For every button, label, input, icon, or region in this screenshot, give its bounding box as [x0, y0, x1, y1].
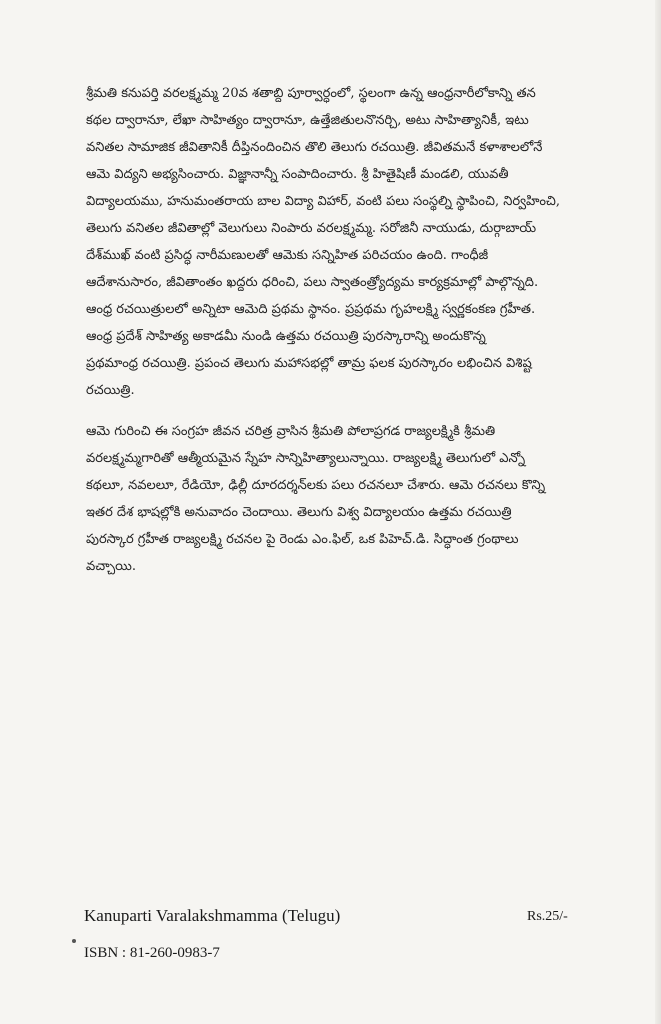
- blurb-paragraph-2: [86, 418, 610, 580]
- print-speck: [72, 939, 76, 943]
- text-line: ప్రథమాంధ్ర రచయిత్రి. ప్రపంచ తెలుగు మహాసభల్లో తామ్ర ఫలక పురస్కారం లభించిన విశిష్ట: [86, 356, 532, 371]
- text-line: శ్రీమతి కనుపర్తి వరలక్ష్మమ్మ 20వ శతాబ్ది పూర్వార్ధంలో, స్థలంగా ఉన్న ఆంధ్రనారీలోకాన్ని తన: [86, 86, 536, 101]
- text-line: కథలూ, నవలలూ, రేడియో, ఢిల్లీ దూరదర్శన్‌లకు పలు రచనలూ చేశారు. ఆమె రచనలు కొన్ని: [86, 478, 546, 493]
- text-line: కథల ద్వారానూ, లేఖా సాహిత్యం ద్వారానూ, ఉత్తేజితులనొనర్చి, అటు సాహిత్యానికీ, ఇటు: [86, 113, 529, 128]
- text-line: వరలక్ష్మమ్మగారితో ఆత్మీయమైన స్నేహ సాన్నిహిత్యాలున్నాయి. రాజ్యలక్ష్మి తెలుగులో ఎన్నో: [86, 451, 526, 466]
- text-line: ఆమె విద్యని అభ్యసించారు. విజ్ఞానాన్నీ సంపాదించారు. శ్రీ హితైషిణీ మండలి, యువతీ: [86, 167, 509, 182]
- text-line: వనితల సామాజిక జీవితానికీ దీప్తినందించిన తొలి తెలుగు రచయిత్రి. జీవితమనే కళాశాలలోనే: [86, 140, 543, 155]
- text-line: పురస్కార గ్రహీత రాజ్యలక్ష్మి రచనల పై రెండు ఎం.ఫిల్, ఒక పిహెచ్.డి. సిద్ధాంత గ్రంథాలు: [86, 532, 519, 547]
- book-title: Kanuparti Varalakshmamma (Telugu): [84, 906, 341, 925]
- text-line: వచ్చాయి.: [86, 559, 136, 574]
- text-line: విద్యాలయము, హనుమంతరాయ బాల విద్యా విహార్, వంటి పలు సంస్థల్ని స్థాపించి, నిర్వహించి,: [86, 194, 560, 209]
- isbn-number: ISBN : 81-260-0983-7: [84, 945, 220, 961]
- text-line: ఆమె గురించి ఈ సంగ్రహ జీవన చరిత్ర వ్రాసిన శ్రీమతి పోలాప్రగడ రాజ్యలక్ష్మికి శ్రీమతి: [86, 424, 496, 439]
- text-line: రచయిత్రి.: [86, 383, 135, 398]
- blurb-text: [86, 80, 610, 580]
- page-edge: [655, 0, 661, 1024]
- book-price: Rs.25/-: [527, 909, 568, 924]
- text-line: ఆంధ్ర రచయిత్రులలో అన్నిటా ఆమెది ప్రథమ స్థానం. ప్రప్రథమ గృహలక్ష్మి స్వర్ణకంకణ గ్రహీత.: [86, 302, 536, 317]
- blurb-paragraph-1: [86, 80, 610, 404]
- text-line: ఇతర దేశ భాషల్లోకి అనువాదం చెందాయి. తెలుగు విశ్వ విద్యాలయం ఉత్తమ రచయిత్రి: [86, 505, 512, 520]
- text-line: ఆదేశానుసారం, జీవితాంతం ఖద్దరు ధరించి, పలు స్వాతంత్ర్యోద్యమ కార్యక్రమాల్లో పాల్గొన్నది.: [86, 275, 539, 290]
- text-line: తెలుగు వనితల జీవితాల్లో వెలుగులు నింపారు వరలక్ష్మమ్మ. సరోజినీ నాయుడు, దుర్గాబాయ్: [86, 221, 537, 236]
- text-line: దేశ్‌ముఖ్ వంటి ప్రసిద్ధ నారీమణులతో ఆమెకు సన్నిహిత పరిచయం ఉంది. గాంధీజీ: [86, 248, 489, 263]
- text-line: ఆంధ్ర ప్రదేశ్ సాహిత్య అకాడమీ నుండి ఉత్తమ రచయిత్రి పురస్కారాన్ని అందుకొన్న: [86, 329, 486, 344]
